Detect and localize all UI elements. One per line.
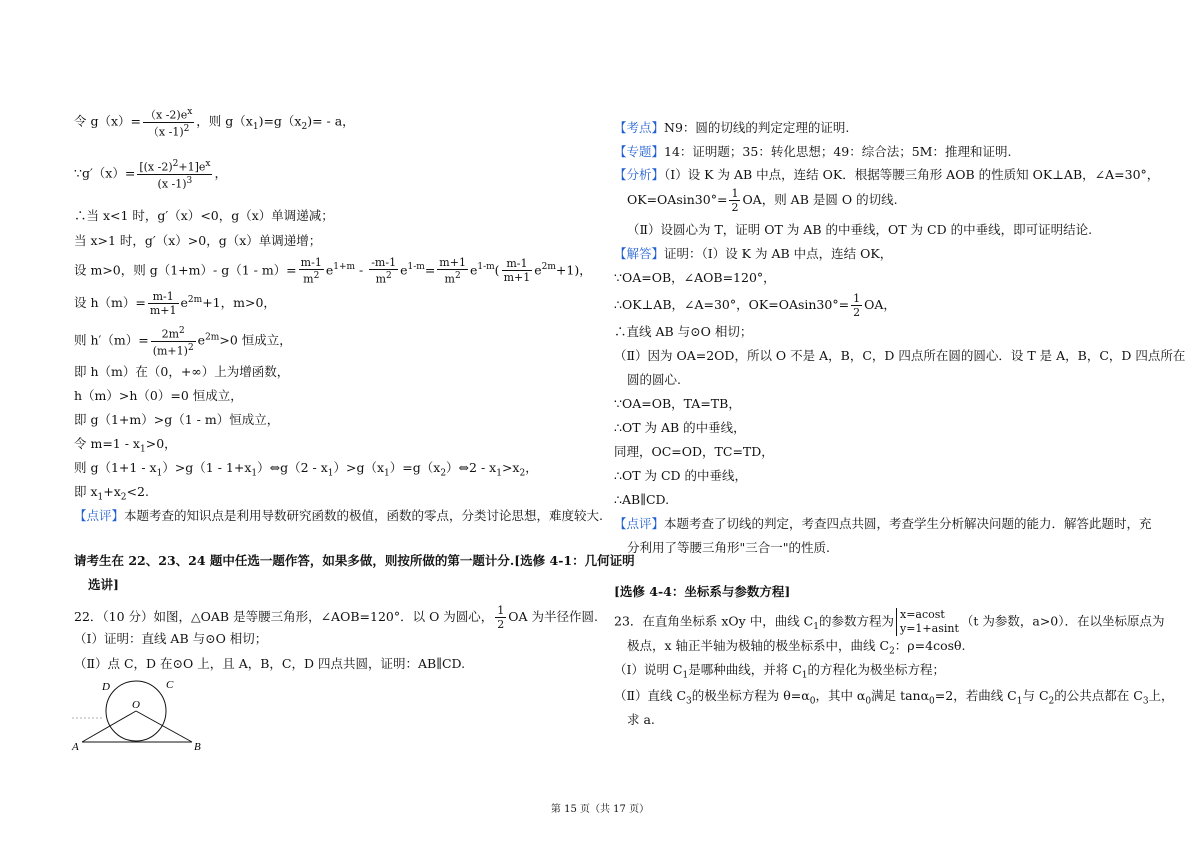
line-increasing: 当 x>1 时，g′（x）>0，g（x）单调递增； bbox=[74, 233, 322, 248]
line-kaodian: 【考点】N9：圆的切线的判定定理的证明. bbox=[614, 120, 850, 135]
question-23-cont: 极点，x 轴正半轴为极轴的极坐标系中，曲线 $C_2$：ρ=4cosθ. bbox=[627, 638, 966, 657]
question-23: 23．在直角坐标系 xOy 中，曲线 $C_1$的参数方程为 x=acost y=1+asint （t 为参数，a>0）．在以坐标原点为 bbox=[614, 608, 1165, 635]
line-jieda-9: 同理，OC=OD，TC=TD， bbox=[614, 444, 774, 459]
line-h-positive: h（m）>h（0）=0 恒成立， bbox=[74, 388, 243, 403]
question-23-part-i: （Ⅰ）说明 $C_1$是哪种曲线，并将 $C_1$的方程化为极坐标方程； bbox=[614, 662, 946, 681]
question-23-part-ii-cont: 求 a. bbox=[627, 712, 655, 727]
kaodian-tag: 【考点】 bbox=[614, 120, 665, 135]
line-fenxi: 【分析】（Ⅰ）设 K 为 AB 中点，连结 OK．根据等腰三角形 AOB 的性质知 OK⊥AB，∠A=30°， bbox=[614, 167, 1160, 182]
line-jieda: 【解答】证明：（Ⅰ）设 K 为 AB 中点，连结 OK， bbox=[614, 246, 893, 261]
line-g-compare: 即 g（1+m）>g（1 - m）恒成立， bbox=[74, 412, 280, 427]
fraction: $\frac{m+1}{m^2}$ bbox=[439, 256, 466, 286]
jieda-tag: 【解答】 bbox=[614, 246, 665, 261]
label-c: C bbox=[166, 679, 174, 691]
section-heading-4-1: 请考生在 22、23、24 题中任选一题作答，如果多做，则按所做的第一题计分.[选修 4-1：几何证明 bbox=[74, 553, 635, 568]
question-23-part-ii: （Ⅱ）直线 $C_3$的极坐标方程为 $\theta=\alpha_0$，其中 $\alpha_0$满足 tanα$_0$=2，若曲线 $C_1$与 $C_2$的公共点都在 $C_3$上， bbox=[614, 688, 1174, 707]
fraction: $\frac{1}{2}$ bbox=[731, 187, 739, 214]
line-define-g: 令 g（x）= $\frac{(x -2)e^x}{(x -1)^2}$ ，则 $g(x_1)=g(x_2)= - a$， bbox=[74, 107, 355, 139]
line-jieda-8: ∴OT 为 AB 的中垂线， bbox=[614, 420, 746, 435]
segment-oa bbox=[82, 711, 136, 742]
label-b: B bbox=[194, 741, 201, 753]
geometry-figure bbox=[70, 676, 210, 756]
line-zhuanti: 【专题】14：证明题；35：转化思想；49：综合法；5M：推理和证明. bbox=[614, 144, 1012, 159]
section-heading-4-1-cont: 选讲] bbox=[88, 577, 119, 592]
line-fenxi-2: OK=OAsin30°= $\frac{1}{2}$ OA，则 AB 是圆 O 的切线. bbox=[627, 187, 898, 214]
line-define-h: 设 h（m）= $\frac{m-1}{m+1}$ $e^{2m}+1$，m>0， bbox=[74, 290, 276, 317]
line-jieda-6: 圆的圆心. bbox=[627, 372, 681, 387]
fraction: $\frac{(x -2)e^x}{(x -1)^2}$ bbox=[145, 107, 193, 139]
line-jieda-11: ∴AB∥CD. bbox=[614, 492, 670, 507]
label-d: D bbox=[102, 681, 110, 693]
question-22-part-ii: （Ⅱ）点 C，D 在⊙O 上，且 A，B，C，D 四点共圆，证明：AB∥CD. bbox=[74, 656, 466, 671]
line-derivative: ∵g′（x）= $\frac{[(x -2)^2+1]e^x}{(x -1)^3}$ ， bbox=[74, 159, 227, 191]
line-h-increasing: 即 h（m）在（0，+∞）上为增函数， bbox=[74, 364, 290, 379]
dianping-tag: 【点评】 bbox=[614, 516, 665, 531]
line-jieda-5: （Ⅱ）因为 OA=2OD，所以 O 不是 A，B，C，D 四点所在圆的圆心．设 T 是 A，B，C，D 四点所在 bbox=[614, 348, 1186, 363]
label-o: O bbox=[132, 699, 140, 711]
line-let-m: 令 $m=1 - x_1>0$， bbox=[74, 436, 177, 455]
zhuanti-tag: 【专题】 bbox=[614, 144, 665, 159]
section-heading-4-4: [选修 4-4：坐标系与参数方程] bbox=[614, 584, 791, 599]
line-equivalence: 则 $g(1+1 - x_1)>g(1$ - $1+x_1)\Leftrightarrow g(2$ - $x_1)>g(x_1)=g(x_2)\Leftrightarrow 2 - x_1>x_2$， bbox=[74, 460, 538, 479]
line-fenxi-3: （Ⅱ）设圆心为 T，证明 OT 为 AB 的中垂线，OT 为 CD 的中垂线，即可证明结论. bbox=[627, 222, 1093, 237]
segment-ob bbox=[136, 711, 192, 742]
line-jieda-7: ∵OA=OB，TA=TB， bbox=[614, 396, 741, 411]
fraction: $\frac{m-1}{m+1}$ bbox=[149, 290, 177, 317]
page-footer: 第 15 页（共 17 页） bbox=[550, 804, 650, 815]
line-difference: 设 m>0，则 g（1+m）- g（1 - m）= $\frac{m-1}{m^2}$ $e^{1+m}$ - $\frac{-m-1}{m^2}$ $e^{1-m}=$ $\frac{m+1}{m^2}$ $e^{1-m}$( $\frac{m-1}{m+1}$ $e^{2m}+1$)， bbox=[74, 256, 592, 286]
line-jieda-4: ∴直线 AB 与⊙O 相切； bbox=[614, 324, 753, 339]
fenxi-tag: 【分析】 bbox=[614, 167, 665, 182]
label-a: A bbox=[72, 741, 79, 753]
question-22: 22．（10 分）如图，△OAB 是等腰三角形，∠AOB=120°．以 O 为圆心， $\frac{1}{2}$ OA 为半径作圆. bbox=[74, 604, 599, 631]
fraction: $\frac{1}{2}$ bbox=[497, 604, 505, 631]
line-dianping-2: 分利用了等腰三角形"三合一"的性质. bbox=[627, 540, 830, 555]
fraction: $\frac{[(x -2)^2+1]e^x}{(x -1)^3}$ bbox=[139, 159, 211, 191]
fraction: $\frac{-m-1}{m^2}$ bbox=[371, 256, 397, 286]
line-jieda-2: ∵OA=OB，∠AOB=120°， bbox=[614, 270, 776, 285]
comment-line: 【点评】本题考查的知识点是利用导数研究函数的极值，函数的零点，分类讨论思想，难度较大. bbox=[74, 508, 603, 523]
line-h-derivative: 则 h′（m）= $\frac{2m^2}{(m+1)^2}$ $e^{2m}>0$ 恒成立， bbox=[74, 326, 292, 358]
fraction: $\frac{1}{2}$ bbox=[853, 292, 861, 319]
line-dianping: 【点评】本题考查了切线的判定，考查四点共圆，考查学生分析解决问题的能力．解答此题时，充 bbox=[614, 516, 1152, 531]
line-jieda-10: ∴OT 为 CD 的中垂线， bbox=[614, 468, 748, 483]
question-22-part-i: （Ⅰ）证明：直线 AB 与⊙O 相切； bbox=[74, 631, 268, 646]
line-jieda-3: ∴OK⊥AB，∠A=30°，OK=OAsin30°= $\frac{1}{2}$ OA， bbox=[614, 292, 896, 319]
fraction: $\frac{m-1}{m+1}$ bbox=[503, 257, 531, 285]
fraction: $\frac{m-1}{m^2}$ bbox=[300, 256, 322, 286]
comment-tag: 【点评】 bbox=[74, 508, 125, 523]
fraction: $\frac{2m^2}{(m+1)^2}$ bbox=[152, 326, 194, 358]
line-conclusion: 即 $x_1+x_2<2$. bbox=[74, 484, 149, 503]
line-decreasing: ∴当 x<1 时，g′（x）<0，g（x）单调递减； bbox=[74, 208, 334, 223]
equation-system: x=acost y=1+asint bbox=[896, 608, 959, 636]
